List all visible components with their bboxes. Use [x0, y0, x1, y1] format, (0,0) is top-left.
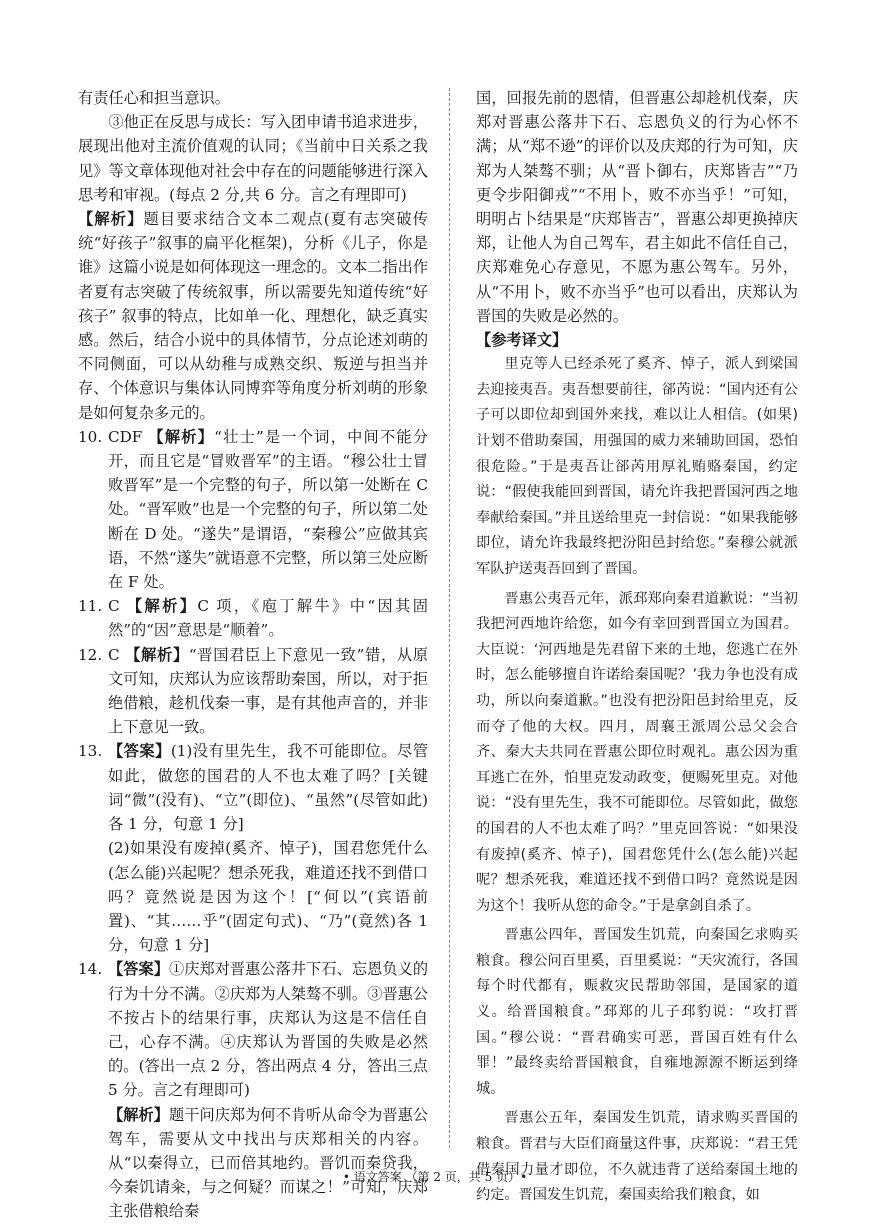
- analysis-tag: 【解析】: [108, 1105, 169, 1124]
- analysis-tag: 【解析】: [126, 597, 198, 616]
- translation-paragraph: 里克等人已经杀死了奚齐、悼子，派人到梁国去迎接夷吾。夷吾想要前往，郤芮说：“国内还有公子可以即位却到国外来找，难以让人相信。(如果)计划不借助秦国，用强国的威力来辅助回国，恐怕很危险。”于是夷吾让郤芮用厚礼贿赂秦国，约定说：“假使我能回到晋国，请允许我把晋国河西之地奉献给秦国。”并且送给里克一封信说：“如果我能够即位，请允许我最终把汾阳邑封给您。”秦穆公就派军队护送夷吾回到了晋国。: [476, 356, 798, 577]
- translation-paragraph: 晋惠公夷吾元年，派邳郑向秦君道歉说：“当初我把河西地许给您，如今有幸回到晋国立为国君。大臣说：‘河西地是先君留下来的土地，您逃亡在外时，怎么能够擅自许诺给秦国呢？’我力争也没有成功，所以向秦道歉。”也没有把汾阳邑封给里克，反而夺了他的大权。四月，周襄王派周公忌父会合齐、秦大夫共同在晋惠公即位时观礼。惠公因为重耳逃亡在外，怕里克发动政变，便赐死里克。对他说：“没有里先生，我不可能即位。尽管如此，做您的国君的人不也太难了吗？”里克回答说：“如果没有废掉(奚齐、悼子)，国君您凭什么(怎么能)兴起呢？想杀死我，难道还找不到借口吗？竟然说是因为这个！我听从您的命令。”于是拿剑自杀了。: [476, 590, 798, 914]
- question-14: [78, 957, 428, 1102]
- question-number: 13.: [78, 742, 103, 761]
- answer-text: (1)没有里先生，我不可能即位。尽管如此，做您的国君的人不也太难了吗？[关键词“微”(没有)、“立”(即位)、“虽然”(尽管如此)各 1 分，句意 1 分]: [108, 742, 429, 834]
- question-number: 11.: [78, 597, 103, 616]
- analysis-paragraph: [78, 1103, 428, 1224]
- question-12: [78, 643, 428, 740]
- continued-analysis: 国，回报先前的恩情，但晋惠公却趁机伐秦，庆郑对晋惠公落井下石、忘恩负义的行为心怀不满；从“郑不逊”的评价以及庆郑的行为可知，庆郑为人桀骜不驯；从“晋卜御右，庆郑皆吉”“乃更令步阳御戎”“不用卜，败不亦当乎！”可知，明明占卜结果是“庆郑皆吉”，晋惠公却更换掉庆郑，让他人为自己驾车，君主如此不信任自己，庆郑难免心存意见，不愿为惠公驾车。另外，从“不用卜，败不亦当乎”也可以看出，庆郑认为晋国的失败是必然的。: [476, 89, 798, 325]
- question-number: 12.: [78, 645, 103, 664]
- analysis-tag: 【解析】: [148, 427, 215, 446]
- analysis-paragraph: 【解析】题目要求结合文本二观点(夏有志突破传统“好孩子”叙事的扁平化框架)，分析《儿子，你是谁》这篇小说是如何体现这一理念的。文本二指出作者夏有志突破了传统叙事，所以需要先知道传统“好孩子” 叙事的特点，比如单一化、理想化，缺乏真实感。然后，结合小说中的具体情节，分点论述刘萌的不同侧面，可以从幼稚与成熟交织、叛逆与担当并存、个体意识与集体认同博弈等角度分析刘萌的形象是如何复杂多元的。: [78, 210, 428, 422]
- right-column: [476, 86, 798, 1209]
- analysis-tag: 【解析】: [125, 645, 189, 664]
- answer-part-2: (2)如果没有废掉(奚齐、悼子)，国君您凭什么(怎么能)兴起呢？想杀死我，难道还找不到借口吗？竟然说是因为这个！[“何以”(宾语前置)、“其……乎”(固定句式)、“乃”(竟然)各 1 分，句意 1 分]: [108, 839, 428, 955]
- reference-translation-heading: 【参考译文】: [476, 331, 568, 350]
- analysis-text: 题干问庆郑为何不肯听从命令为晋惠公驾车，需要从文中找出与庆郑相关的内容。从“以秦得立，已而倍其地约。晋饥而秦贷我，今秦饥请籴，与之何疑？而谋之！”可知，庆郑主张借粮给秦: [108, 1105, 429, 1221]
- analysis-text: C 项，《庖丁解牛》中“因其固然”的“因”意思是“顺着”。: [108, 597, 428, 640]
- page-footer: • 语文答案 （第 2 页，共 5 页）•: [342, 1170, 528, 1184]
- question-10: [78, 425, 428, 594]
- left-column: [78, 86, 428, 1224]
- answer-tag: 【答案】: [108, 742, 171, 761]
- translation-paragraph: 晋惠公四年，晋国发生饥荒，向秦国乞求购买粮食。穆公问百里奚，百里奚说：“天灾流行，各国每个时代都有，赈救灾民帮助邻国，是国家的道义。给晋国粮食。”邳郑的儿子邳豹说：“攻打晋国。”穆公说：“晋君确实可恶，晋国百姓有什么罪！”最终卖给晋国粮食，自雍地源源不断运到绛城。: [476, 927, 798, 1097]
- question-number: 10.: [78, 427, 103, 446]
- column-divider: [449, 88, 450, 1148]
- question-11: [78, 594, 428, 642]
- question-13: [78, 739, 428, 836]
- answer-letters: C: [108, 597, 127, 616]
- continued-point: ③他正在反思与成长：写入团申请书追求进步，展现出他对主流价值观的认同；《当前中日关系之我见》等文章体现他对社会中存在的问题能够进行深入思考和审视。(每点 2 分,共 6 分。言之有理即可): [78, 113, 428, 204]
- question-number: 14.: [78, 960, 103, 979]
- answer-text: ①庆郑对晋惠公落井下石、忘恩负义的行为十分不满。②庆郑为人桀骜不驯。③晋惠公不按占卜的结果行事，庆郑认为这是不信任自己，心存不满。④庆郑认为晋国的失败是必然的。(答出一点 2 分，答出两点 4 分，答出三点 5 分。言之有理即可): [108, 960, 429, 1100]
- continued-text: 有责任心和担当意识。: [78, 89, 230, 107]
- analysis-text: “壮士”是一个词，中间不能分开，而且它是“冒败晋军”的主语。“穆公壮士冒败晋军”是一个完整的句子，所以第一处断在 C 处。“晋军败”也是一个完整的句子，所以第二处断在 D 处。“遂失”是谓语，“秦穆公”应做其宾语，不然“遂失”就语意不完整，所以第三处应断在 F 处。: [108, 427, 429, 592]
- translation-paragraph: 晋惠公五年，秦国发生饥荒，请求购买晋国的粮食。晋君与大臣们商量这件事，庆郑说：“君王凭借秦国力量才即位，不久就违背了送给秦国土地的约定。晋国发生饥荒，秦国卖给我们粮食，如: [476, 1110, 798, 1204]
- analysis-tag: 【解析】: [78, 210, 144, 229]
- answer-letters: CDF: [108, 427, 149, 446]
- answer-tag: 【答案】: [108, 960, 169, 979]
- answer-letters: C: [108, 645, 126, 664]
- analysis-text: “晋国君臣上下意见一致”错，从原文可知，庆郑认为应该帮助秦国，所以，对于拒绝借粮，趁机伐秦一事，是有其他声音的，并非上下意见一致。: [108, 645, 429, 737]
